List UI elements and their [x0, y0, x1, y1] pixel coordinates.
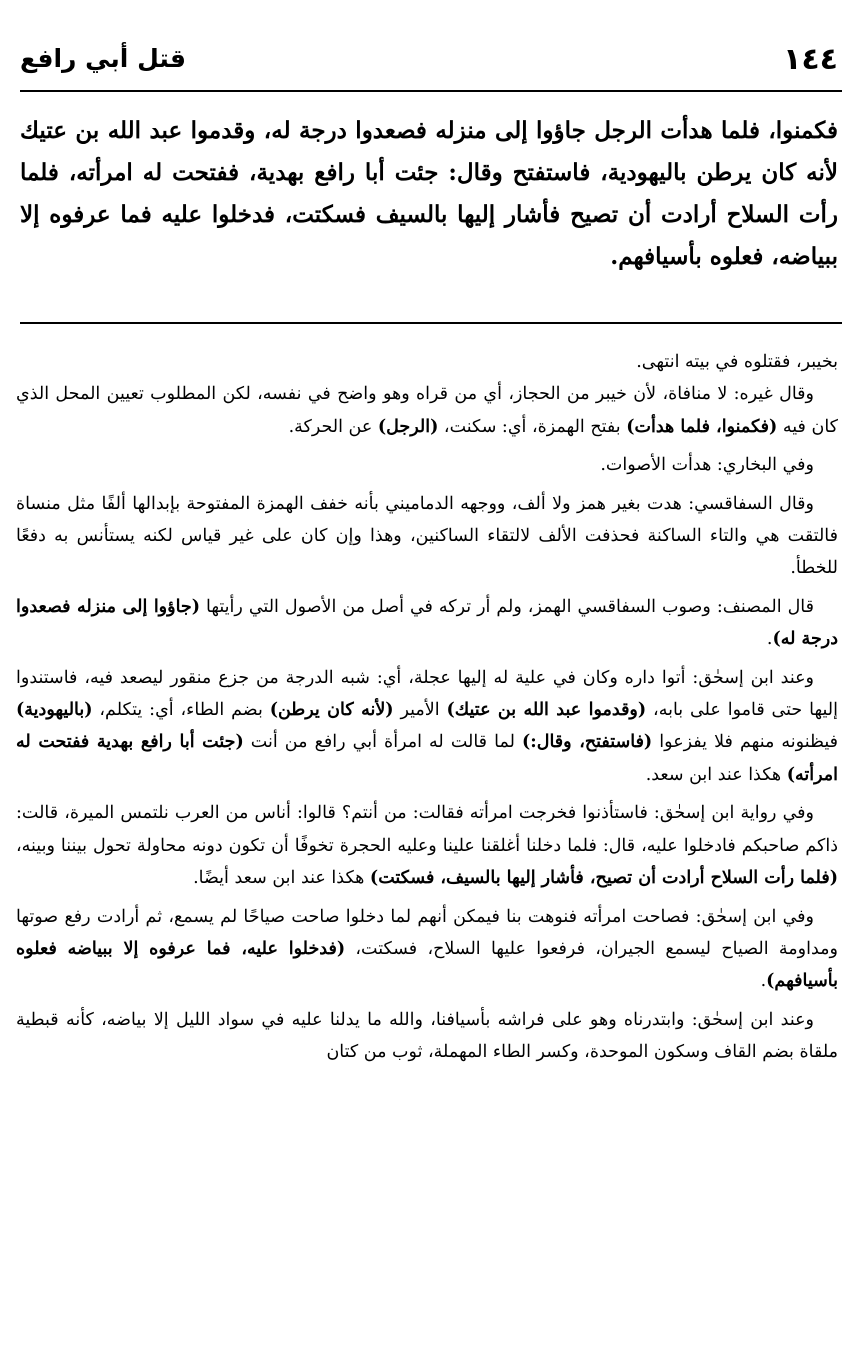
commentary-paragraph-4: وقال السفاقسي: هدت بغير همز ولا ألف، ووجهه الدماميني بأنه خفف الهمزة المفتوحة بإبدالها ألفًا مثل منساة فالتقت هي والتاء الساكنة فحذفت الألف لالتقاء الساكنين، وهذا وإن كان على غير قياس لكنه يستأنس به دفعًا للخطأ. — [16, 493, 838, 579]
commentary-paragraph-1: بخيبر، فقتلوه في بيته انتهى. — [636, 352, 838, 372]
quoted-text: (فلما رأت السلاح أرادت أن تصيح، فأشار إليها بالسيف، فسكتت) — [369, 868, 838, 889]
header-rule — [20, 90, 842, 92]
commentary-paragraph-3: وفي البخاري: هدأت الأصوات. — [600, 455, 814, 476]
commentary-paragraph-6: وعند ابن إسحٰق: أتوا داره وكان في علية له إليها عجلة، أي: شبه الدرجة من جزع منقور ليصعد فيه، فاستندوا إليها حتى قاموا على بابه، (وقدموا عبد الله بن عتيك) الأمير (لأنه كان يرطن) بضم الطاء، أي: يتكلم، (باليهودية) فيظنونه منهم فلا يفزعوا (فاستفتح، وقال:) لما قالت له امرأة أبي رافع من أنت (جئت أبا رافع بهدية ففتحت له امرأته) هكذا عند ابن سعد. — [16, 667, 839, 785]
main-text — [20, 110, 838, 278]
quoted-text: (فدخلوا عليه، فما عرفوه إلا ببياضه فعلوه بأسيافهم) — [16, 938, 838, 992]
running-title: قتل أبي رافع — [20, 44, 186, 73]
commentary-paragraph-9: وعند ابن إسحٰق: وابتدرناه وهو على فراشه بأسيافنا، والله ما يدلنا عليه في سواد الليل إلا بياضه، كأنه قبطية ملقاة بضم القاف وسكون الموحدة، وكسر الطاء المهملة، ثوب من كتان — [16, 1009, 838, 1063]
quoted-text: (فاستفتح، وقال:) — [522, 732, 653, 753]
page-number: ١٤٤ — [783, 42, 838, 77]
commentary-paragraph-8: وفي ابن إسحٰق: فصاحت امرأته فنوهت بنا فيمكن أنهم لما دخلوا صاحت صياحًا لم يسمع، ثم أرادت رفع صوتها ومداومة الصياح ليسمع الجيران، فرفعوا عليها السلاح، فسكتت، (فدخلوا عليه، فما عرفوه إلا ببياضه فعلوه بأسيافهم). — [16, 906, 838, 992]
quoted-text: (وقدموا عبد الله بن عتيك) — [446, 700, 647, 721]
commentary-paragraph-5: قال المصنف: وصوب السفاقسي الهمز، ولم أر تركه في أصل من الأصول التي رأيتها (جاؤوا إلى منزله فصعدوا درجة له). — [16, 596, 838, 650]
commentary-divider — [20, 322, 842, 324]
page-header — [20, 38, 838, 86]
commentary-paragraph-7: وفي رواية ابن إسحٰق: فاستأذنوا فخرجت امرأته فقالت: من أنتم؟ قالوا: أناس من العرب نلتمس الميرة، قالت: ذاكم صاحبكم فادخلوا عليه، قال: فلما دخلنا أغلقنا علينا وعليه الحجرة تخوفًا أن تكون دونه محاولة تحول بيننا وبينه، (فلما رأت السلاح أرادت أن تصيح، فأشار إليها بالسيف، فسكتت) هكذا عند ابن سعد أيضًا. — [16, 803, 838, 889]
commentary — [16, 346, 838, 1069]
main-paragraph: فكمنوا، فلما هدأت الرجل جاؤوا إلى منزله فصعدوا درجة له، وقدموا عبد الله بن عتيك لأنه كان يرطن باليهودية، فاستفتح وقال: جئت أبا رافع بهدية، ففتحت له امرأته، فلما رأت السلاح أرادت أن تصيح فأشار إليها بالسيف فسكتت، فدخلوا عليه فما عرفوه إلا ببياضه، فعلوه بأسيافهم. — [20, 117, 838, 270]
quoted-text: (فكمنوا، فلما هدأت) — [626, 416, 778, 437]
quoted-text: (باليهودية) — [16, 700, 93, 721]
quoted-text: (جاؤوا إلى منزله فصعدوا درجة له) — [16, 596, 838, 650]
quoted-text: (جئت أبا رافع بهدية ففتحت له امرأته) — [16, 732, 838, 785]
commentary-paragraph-2: وقال غيره: لا منافاة، لأن خيبر من الحجاز، أي من قراه وهو واضح في نفسه، لكن المطلوب تعيين المحل الذي كان فيه (فكمنوا، فلما هدأت) بفتح الهمزة، أي: سكنت، (الرجل) عن الحركة. — [16, 384, 838, 437]
quoted-text: (لأنه كان يرطن) — [269, 700, 394, 721]
quoted-text: (الرجل) — [377, 416, 439, 437]
